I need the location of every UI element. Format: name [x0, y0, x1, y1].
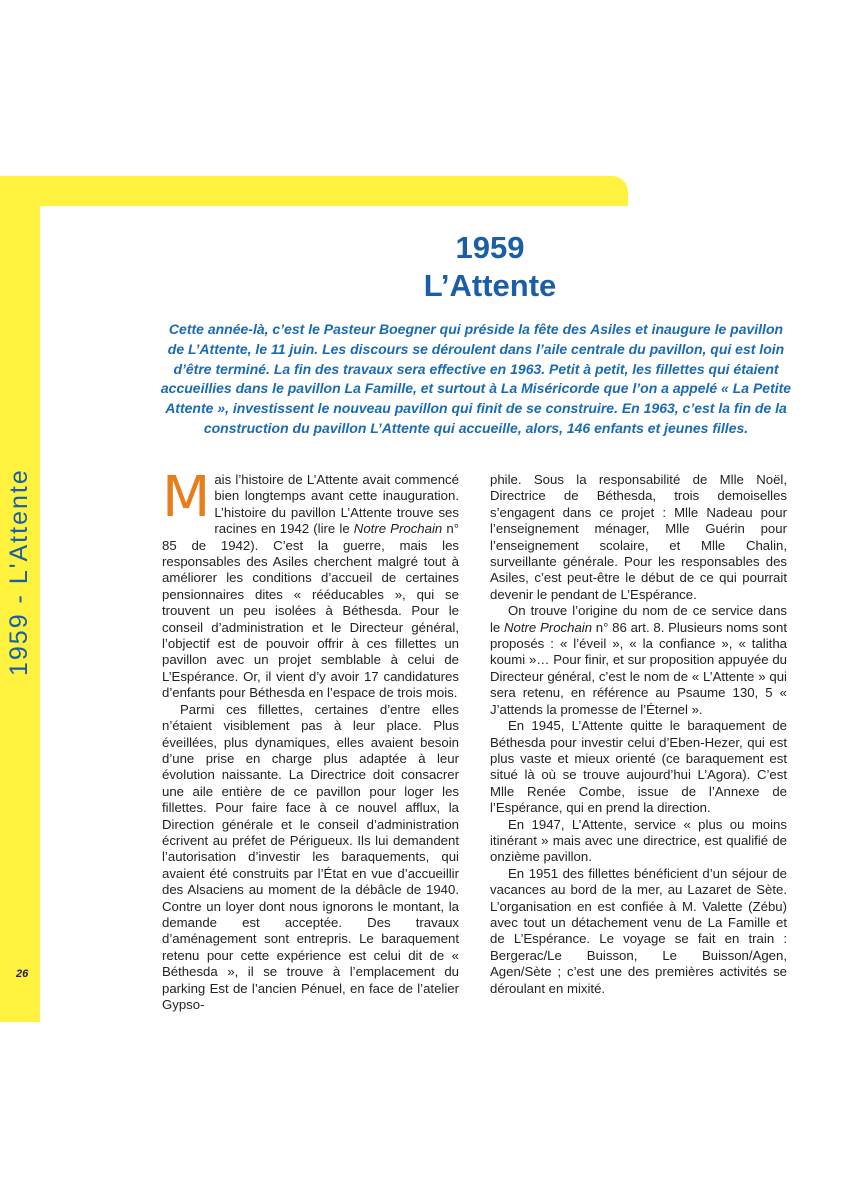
text-run: n° 86 art. 8. Plusieurs noms sont proposés : « l’éveil », « la confiance », « talitha koumi »… Pour finir, et sur proposition appuyée du Directeur général, c’est le nom de « L’Attente » qui sera retenu, en référence au Psaume 130, 5 « J’attends la promesse de l’Éternel ».	[490, 619, 787, 717]
chapter-year: 1959	[455, 230, 525, 265]
page-number: 26	[16, 968, 29, 980]
paragraph: En 1951 des fillettes bénéficient d’un séjour de vacances au bord de la mer, au Lazaret de Sète. L’organisation en est confiée à M. Valette (Zébu) avec tout un détachement venu de La Famille et de L’Espérance. Le voyage se fait en train : Bergerac/Le Buisson, Le Buisson/Agen, Agen/Sète ; c’est une des premières activités se déroulant en mixité.	[490, 865, 787, 996]
publication-name: Notre Prochain	[504, 619, 593, 635]
paragraph: Parmi ces fillettes, certaines d’entre elles n’étaient visiblement pas à leur place. Plus éveillées, plus dynamiques, elles avaient besoin d’une prise en charge plus adaptée à leur évolution naissante. La Directrice doit consacrer une aile entière de ce pavillon pour loger les fillettes. Pour faire face à ce nouvel afflux, la Direction générale et le conseil d’administration écrivent au préfet de Périgueux. Ils lui demandent l’autorisation d’investir les baraquements, qui avaient été construits par l’État en vue d’accueillir des Alsaciens au moment de la débâcle de 1940. Contre un loyer dont nous ignorons le montant, la demande est acceptée. Des travaux d’aménagement sont entrepris. Le baraquement retenu pour cette expérience est celui dit de « Béthesda », il se trouve à l’emplacement du parking Est de l’ancien Pénuel, en face de l’atelier Gypso-	[162, 701, 459, 1012]
body-column-right	[490, 472, 787, 997]
publication-name: Notre Prochain	[353, 521, 443, 537]
paragraph	[162, 465, 459, 702]
header-band	[0, 176, 628, 206]
body-column-left	[162, 465, 459, 1013]
paragraph	[490, 603, 787, 718]
paragraph: En 1947, L’Attente, service « plus ou moins itinérant » mais avec une directrice, est qualifié de onzième pavillon.	[490, 816, 787, 865]
text-run: ais l’histoire de L’Attente avait commencé bien longtemps avant cette inauguration. L’histoire du pavillon L’Attente trouve ses racines en 1942 (lire le	[214, 472, 459, 537]
intro-paragraph	[160, 320, 792, 439]
paragraph: En 1945, L’Attente quitte le baraquement de Béthesda pour investir celui d’Eben-Hezer, qui est plus vaste et mieux orienté (ce baraquement est situé là où se trouve aujourd’hui L’Agora). C’est Mlle Renée Combe, issue de l’Annexe de l’Espérance, qui en prend la direction.	[490, 718, 787, 816]
paragraph: phile. Sous la responsabilité de Mlle Noël, Directrice de Béthesda, trois demoiselles s’engagent dans ce projet : Mlle Nadeau pour l’enseignement ménager, Mlle Guérin pour l’enseignement scolaire, et Mlle Chalin, surveillante générale. Pour les responsables des Asiles, c’est peut-être le début de ce qui pourrait devenir le pendant de L’Espérance.	[490, 472, 787, 602]
text-run: n° 85 de 1942). C’est la guerre, mais les responsables des Asiles cherchent malgré tout à améliorer les conditions d’accueil de certaines pensionnaires dites « rééducables », qui se trouvent un peu isolées à Béthesda. Pour le conseil d’administration et le Directeur général, l’objectif est de pouvoir offrir à ces fillettes un pavillon avec un projet semblable à celui de L’Espérance. Or, il vient d’y avoir 17 candidatures d’enfants pour Béthesda en l’espace de trois mois.	[162, 521, 459, 701]
text-run: On trouve l’origine du nom de ce service dans le	[490, 603, 787, 635]
intro-text: Cette année-là, c’est le Pasteur Boegner qui préside la fête des Asiles et inaugure le pavillon de L’Attente, le 11 juin. Les discours se déroulent dans l’aile centrale du pavillon, qui est loin d’être terminé. La fin des travaux sera effective en 1963. Petit à petit, les fillettes qui étaient accueillies dans le pavillon La Famille, et surtout à La Miséricorde que l’on a appelé « La Petite Attente », investissent le nouveau pavillon qui finit de se construire. En 1963, c’est la fin de la construction du pavillon L’Attente qui accueille, alors, 146 enfants et jeunes filles.	[160, 321, 792, 436]
drop-cap: M	[162, 465, 211, 530]
chapter-title: L’Attente	[423, 268, 557, 303]
